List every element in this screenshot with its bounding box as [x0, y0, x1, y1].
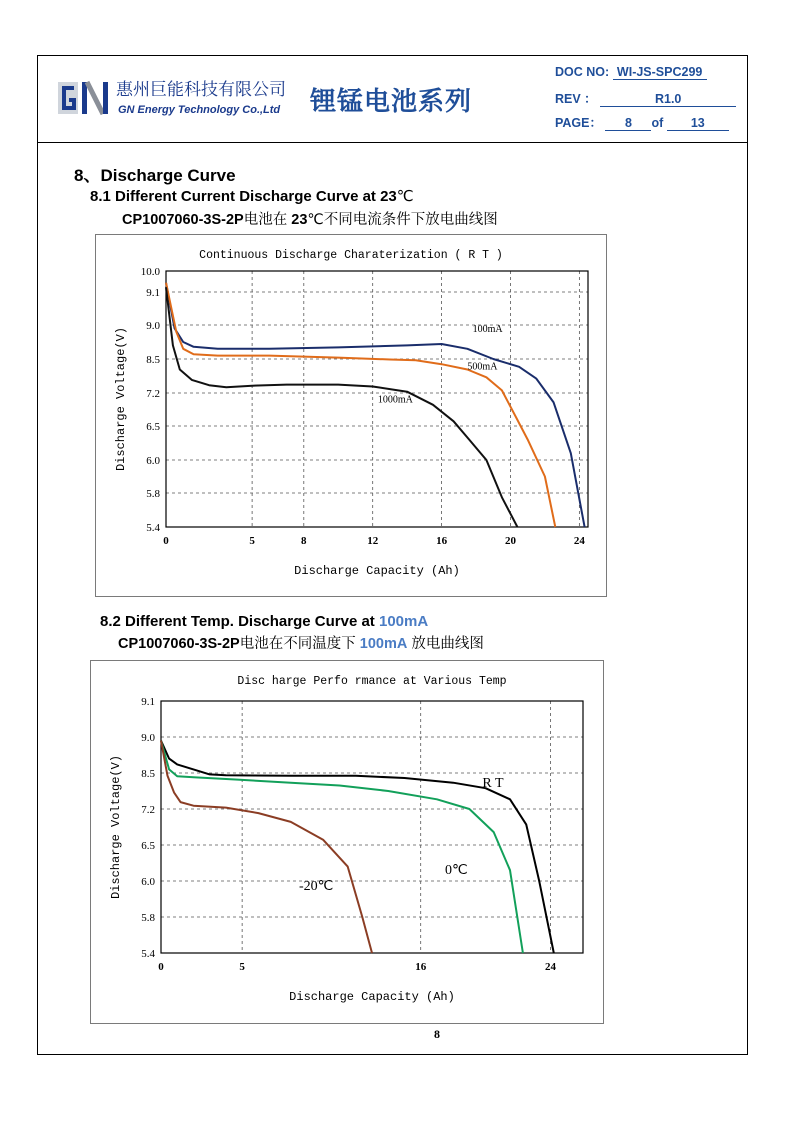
x-tick-label: 5 — [249, 535, 255, 547]
company-name-cn: 惠州巨能科技有限公司 — [116, 80, 286, 100]
subsection-2-subtitle: CP1007060-3S-2P电池在不同温度下 100mA 放电曲线图 — [118, 636, 484, 652]
company-name-en: GN Energy Technology Co.,Ltd — [118, 104, 281, 116]
x-tick-label: 12 — [367, 535, 379, 547]
company-logo — [56, 78, 112, 118]
document-title: 锂锰电池系列 — [310, 87, 473, 117]
y-tick-label: 9.0 — [146, 320, 160, 332]
doc-number: DOC NO: WI-JS-SPC299 — [555, 65, 707, 80]
y-tick-label: 7.2 — [141, 804, 155, 816]
y-tick-label: 6.0 — [141, 876, 155, 888]
x-tick-label: 24 — [573, 535, 585, 547]
x-tick-label: 5 — [239, 961, 245, 973]
x-tick-label: 20 — [504, 535, 516, 547]
y-tick-label: 6.0 — [146, 455, 160, 467]
page-indicator: PAGE： 8 of 13 — [555, 113, 729, 131]
chart-temperature-discharge-svg — [91, 661, 603, 1023]
doc-number-value: WI-JS-SPC299 — [613, 65, 707, 80]
series-label: 0℃ — [445, 862, 468, 878]
x-tick-label: 16 — [415, 961, 427, 973]
y-tick-label: 8.5 — [141, 768, 155, 780]
chart-title: Disc harge Perfo rmance at Various Temp — [237, 675, 507, 688]
series-label: 100mA — [472, 323, 503, 335]
y-tick-label: 5.8 — [146, 488, 160, 500]
x-axis-label: Discharge Capacity (Ah) — [289, 990, 455, 1004]
series-line-500mA — [166, 283, 555, 527]
y-tick-label: 5.4 — [146, 522, 160, 534]
series-label: -20℃ — [298, 879, 334, 894]
y-tick-label: 5.8 — [141, 912, 155, 924]
x-tick-label: 0 — [158, 961, 164, 973]
revision-value: R1.0 — [600, 92, 736, 107]
x-axis-label: Discharge Capacity (Ah) — [294, 564, 460, 578]
y-tick-label: 10.0 — [140, 266, 160, 278]
series-label: 1000mA — [377, 394, 413, 406]
y-tick-label: 6.5 — [141, 840, 155, 852]
series-line-RT — [161, 741, 554, 953]
y-tick-label: 9.0 — [141, 732, 155, 744]
series-label: 500mA — [467, 361, 498, 373]
y-axis-label: Discharge Voltage(V) — [109, 754, 123, 900]
y-tick-label: 7.2 — [146, 388, 160, 400]
y-tick-label: 5.4 — [141, 948, 155, 960]
series-label: R T — [482, 775, 504, 791]
y-tick-label: 6.5 — [146, 421, 160, 433]
y-tick-label: 9.1 — [146, 287, 160, 299]
chart-current-discharge — [95, 234, 607, 597]
page-number: 8 — [434, 1027, 440, 1041]
series-line-20 — [161, 741, 372, 953]
chart-current-discharge-svg — [96, 235, 606, 596]
x-tick-label: 8 — [301, 535, 307, 547]
page-total: 13 — [667, 116, 729, 131]
series-line-100mA — [166, 283, 585, 527]
revision: REV ： R1.0 — [555, 89, 736, 107]
series-line-1000mA — [166, 287, 517, 527]
page-frame — [37, 55, 748, 1055]
subsection-1-subtitle: CP1007060-3S-2P电池在 23℃不同电流条件下放电曲线图 — [122, 212, 498, 228]
x-tick-label: 24 — [545, 961, 557, 973]
y-tick-label: 9.1 — [141, 696, 155, 708]
subsection-2-title: 8.2 Different Temp. Discharge Curve at 100mA — [100, 613, 429, 630]
y-tick-label: 8.5 — [146, 354, 160, 366]
series-line-0 — [161, 741, 523, 953]
x-tick-label: 0 — [163, 535, 169, 547]
x-tick-label: 16 — [436, 535, 448, 547]
header-divider — [38, 142, 747, 143]
chart-temperature-discharge — [90, 660, 604, 1024]
subsection-1-title: 8.1 Different Current Discharge Curve at 23℃ — [90, 188, 414, 205]
chart-title: Continuous Discharge Charaterization ( R T ) — [199, 249, 503, 262]
y-axis-label: Discharge Voltage(V) — [114, 326, 128, 472]
page-current: 8 — [605, 116, 651, 131]
plot-area — [161, 701, 583, 953]
section-title: 8、Discharge Curve — [74, 166, 236, 185]
